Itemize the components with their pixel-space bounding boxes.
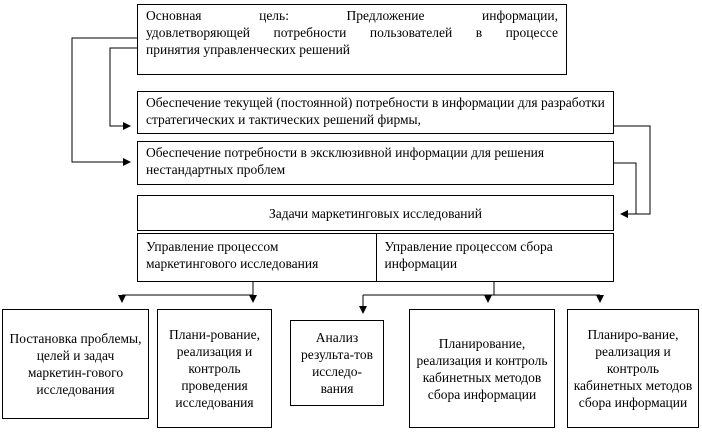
planning-desk-box [409, 309, 555, 428]
management-collection-cell: Управление процессом сбора информации [376, 234, 614, 281]
goal-box [137, 4, 567, 75]
need1-right-line [614, 126, 650, 214]
problem-setting-text: Постановка проблемы, целей и задач маркетин-гового исследования [9, 331, 142, 397]
need-exclusive-text: Обеспечение потребности в эксклюзивной информации для решения нестандартных проблем [146, 145, 545, 177]
goal-line-3: принятия управленческих решений [146, 42, 351, 57]
analysis-box [290, 320, 384, 406]
management-research-cell: Управление процессом маркетингового исследования [146, 239, 319, 271]
problem-setting-box [2, 309, 149, 419]
tasks-box [137, 195, 614, 231]
analysis-text: Анализ результа-тов исследо-вания [301, 330, 373, 396]
need-exclusive-box [137, 141, 614, 185]
need-current-box [137, 91, 614, 134]
goal-left-line-outer [72, 38, 137, 162]
management-box [137, 233, 614, 282]
goal-left-line-inner [110, 48, 137, 126]
planning-desk-2-box [567, 309, 699, 428]
goal-line-1: Основная цель: Предложение информации, [146, 8, 558, 23]
planning-research-text: Плани-рование, реализация и контроль проведения исследования [169, 327, 260, 410]
need2-right-line [614, 163, 636, 214]
goal-line-2: удовлетворяющей потребности пользователей в процессе [146, 25, 558, 40]
planning-research-box [157, 309, 272, 428]
planning-desk-2-text: Планиро-вание, реализация и контроль кабинетных методов сбора информации [573, 327, 693, 410]
planning-desk-text: Планирование, реализация и контроль кабинетных методов сбора информации [416, 335, 548, 402]
tasks-text: Задачи маркетинговых исследований [269, 205, 482, 221]
need-current-text: Обеспечение текущей (постоянной) потребности в информации для разработки стратегических и тактических решений фирмы, [146, 95, 605, 127]
